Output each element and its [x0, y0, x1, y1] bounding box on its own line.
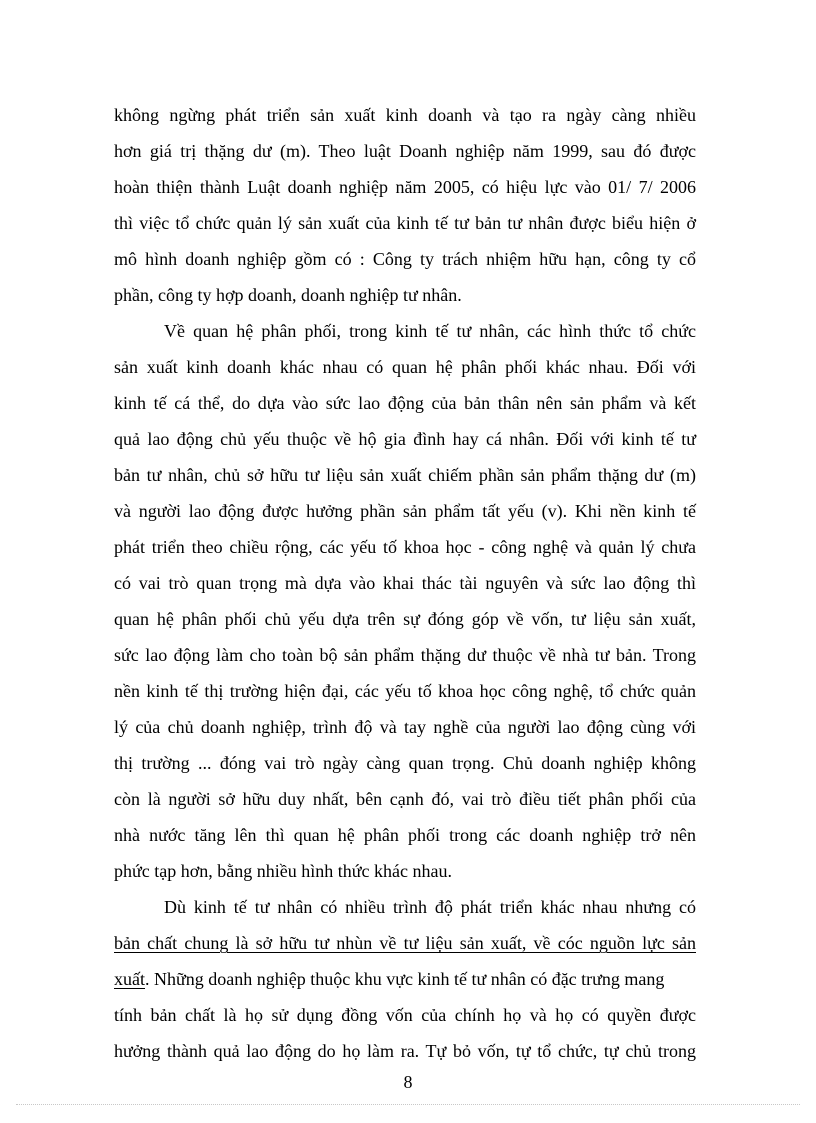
- text-line: và người lao động được hưởng phần sản phẩm tất yếu (v). Khi nền kinh tế: [114, 501, 696, 521]
- page-number: 8: [403, 1072, 413, 1092]
- text-line: bản tư nhân, chủ sở hữu tư liệu sản xuất chiếm phần sản phẩm thặng dư (m): [114, 465, 696, 485]
- paragraph-first-line: Dù kinh tế tư nhân có nhiều trình độ phát triển khác nhau nhưng có: [164, 897, 696, 917]
- text-line: phát triển theo chiều rộng, các yếu tố khoa học - công nghệ và quản lý chưa: [114, 537, 696, 557]
- text-line: sản xuất kinh doanh khác nhau có quan hệ phân phối khác nhau. Đối với: [114, 357, 696, 377]
- text-line: có vai trò quan trọng mà dựa vào khai thác tài nguyên và sức lao động thì: [114, 573, 696, 593]
- text-line: thì việc tổ chức quản lý sản xuất của kinh tế tư bản tư nhân được biểu hiện ở: [114, 213, 696, 233]
- text-line: hơn giá trị thặng dư (m). Theo luật Doanh nghiệp năm 1999, sau đó được: [114, 141, 696, 161]
- text-line: sức lao động làm cho toàn bộ sản phẩm thặng dư thuộc về nhà tư bản. Trong: [114, 645, 696, 665]
- text-line: nhà nước tăng lên thì quan hệ phân phối trong các doanh nghiệp trở nên: [114, 825, 696, 845]
- text-line: phức tạp hơn, bằng nhiều hình thức khác nhau.: [114, 861, 452, 881]
- text-line-rest: . Những doanh nghiệp thuộc khu vực kinh tế tư nhân có đặc trưng mang: [145, 969, 665, 989]
- text-line: quả lao động chủ yếu thuộc về hộ gia đình hay cá nhân. Đối với kinh tế tư: [114, 429, 696, 449]
- text-line: hưởng thành quả lao động do họ làm ra. Tự bỏ vốn, tự tổ chức, tự chủ trong: [114, 1041, 696, 1061]
- paragraph-first-line: Về quan hệ phân phối, trong kinh tế tư nhân, các hình thức tổ chức: [164, 321, 696, 341]
- text-line: thị trường ... đóng vai trò ngày càng quan trọng. Chủ doanh nghiệp không: [114, 753, 696, 773]
- text-line: mô hình doanh nghiệp gồm có : Công ty trách nhiệm hữu hạn, công ty cổ: [114, 249, 696, 269]
- text-line: không ngừng phát triển sản xuất kinh doanh và tạo ra ngày càng nhiều: [114, 105, 696, 125]
- underlined-word: xuất: [114, 969, 145, 989]
- page-bottom-border: [16, 1104, 800, 1105]
- text-line: nền kinh tế thị trường hiện đại, các yếu tố khoa học công nghệ, tổ chức quản: [114, 681, 696, 701]
- text-line: [114, 968, 696, 990]
- underlined-text-line: bản chất chung là sở hữu tư nhùn về tư liệu sản xuất, về cóc nguồn lực sản: [114, 933, 696, 953]
- text-line: hoàn thiện thành Luật doanh nghiệp năm 2005, có hiệu lực vào 01/ 7/ 2006: [114, 177, 696, 197]
- text-line: kinh tế cá thể, do dựa vào sức lao động của bản thân nên sản phẩm và kết: [114, 393, 696, 413]
- text-line: lý của chủ doanh nghiệp, trình độ và tay nghề của người lao động cùng với: [114, 717, 696, 737]
- text-line: tính bản chất là họ sử dụng đồng vốn của chính họ và họ có quyền được: [114, 1005, 696, 1025]
- text-line: quan hệ phân phối chủ yếu dựa trên sự đóng góp về vốn, tư liệu sản xuất,: [114, 609, 696, 629]
- text-line: còn là người sở hữu duy nhất, bên cạnh đó, vai trò điều tiết phân phối của: [114, 789, 696, 809]
- text-line: phần, công ty hợp doanh, doanh nghiệp tư nhân.: [114, 285, 462, 305]
